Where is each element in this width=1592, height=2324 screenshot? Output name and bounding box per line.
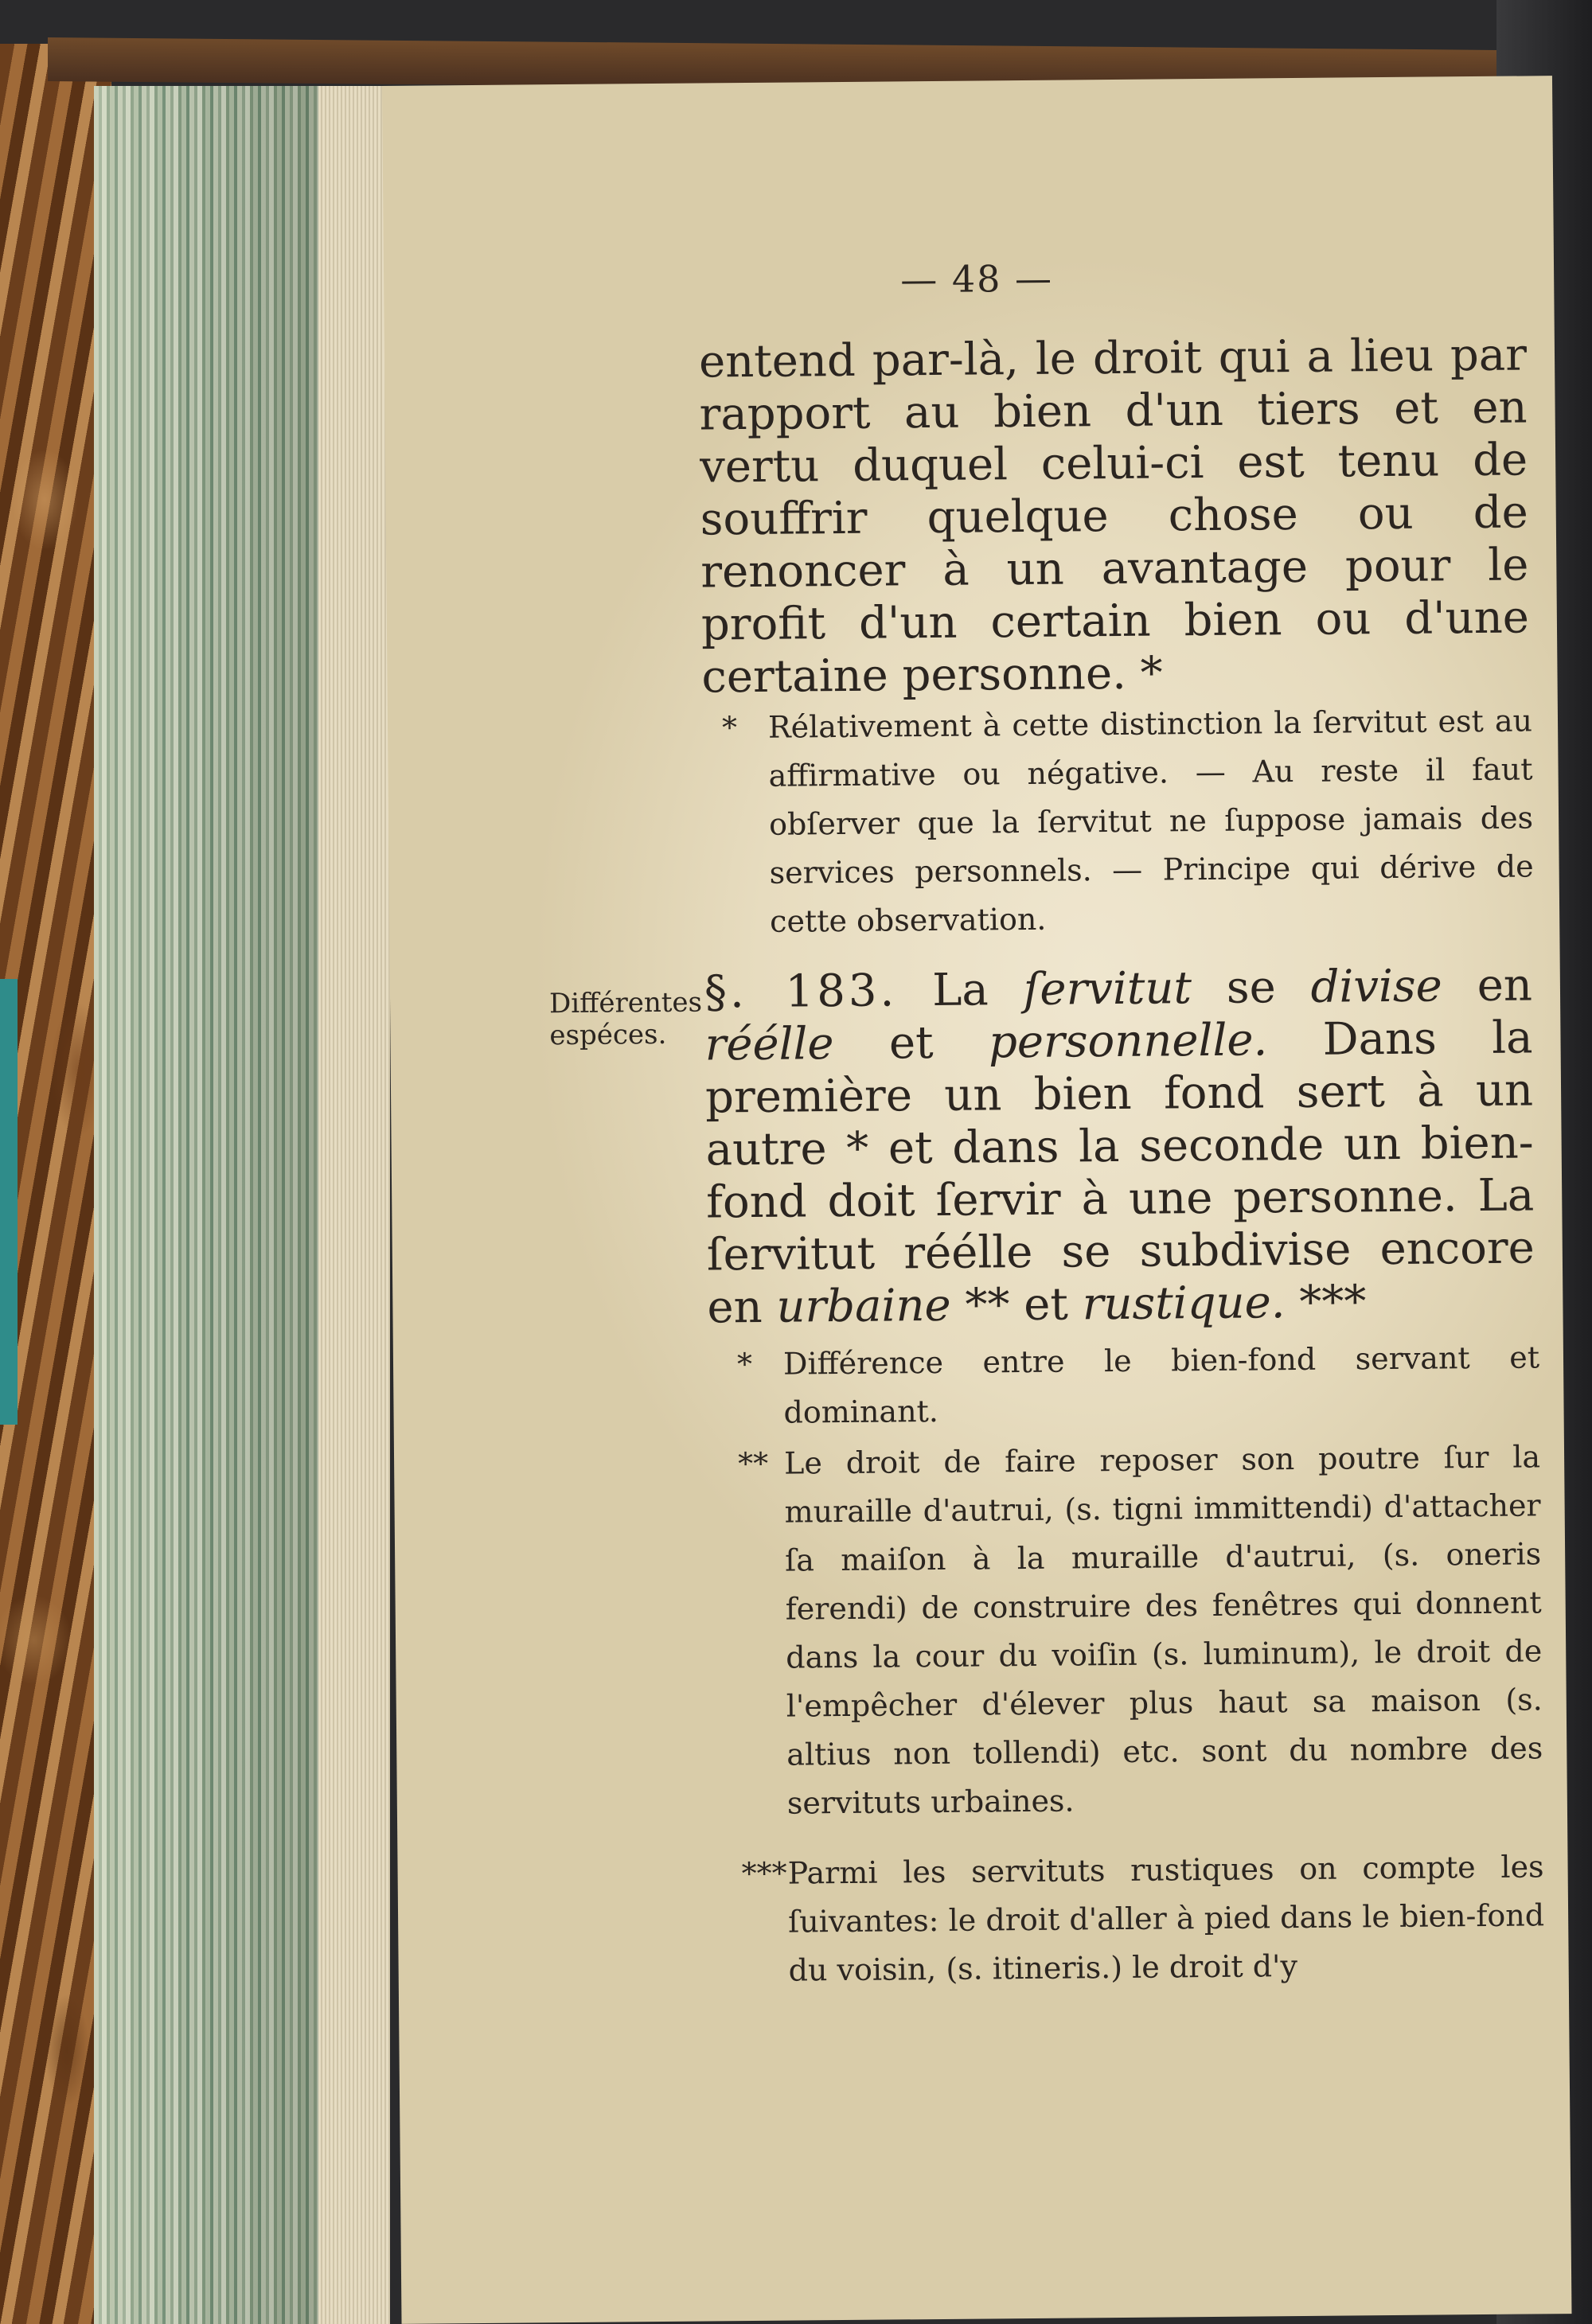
term-urbaine: urbaine bbox=[776, 1279, 951, 1333]
page-edges-shade bbox=[94, 86, 333, 2324]
footnote-marker: ** bbox=[737, 1445, 769, 1482]
margin-label: Différentes espéces. bbox=[548, 986, 703, 1052]
term-personnelle: personnelle. bbox=[988, 1014, 1268, 1069]
text-run: en bbox=[1477, 959, 1533, 1012]
page-number: — 48 — bbox=[900, 256, 1054, 302]
footnote-text: Le droit de faire reposer son poutre ſur la muraille d'autrui, (s. tigni immittendi) d'attacher ſa maiſon à la muraille d'autrui, (s. oneris ferendi) de construire des fenêtres qui donnent dans la cour du voiſin (s. luminum), le droit de l'empêcher d'élever plus haut sa maison (s. altius non tollendi) etc. sont du nombre des servituts urbaines. bbox=[783, 1439, 1543, 1821]
footnote-4 bbox=[741, 1842, 1545, 1995]
section-number: §. 183. bbox=[704, 965, 898, 1019]
book-page bbox=[382, 76, 1571, 2324]
term-rustique: rustique. bbox=[1082, 1277, 1286, 1331]
footnote-3 bbox=[737, 1433, 1543, 1827]
footnote-2 bbox=[736, 1333, 1540, 1437]
term-servitut: ſervitut bbox=[1023, 962, 1192, 1016]
footnote-marker: * bbox=[721, 710, 738, 746]
text-run: ** et bbox=[965, 1278, 1069, 1332]
text-run: La bbox=[931, 964, 989, 1017]
footnote-text: Différence entre le bien-fond servant et dominant. bbox=[782, 1339, 1540, 1430]
text-run: et bbox=[888, 1017, 934, 1070]
background-strip bbox=[0, 979, 18, 1425]
text-run: *** bbox=[1299, 1276, 1367, 1329]
term-divise: divise bbox=[1310, 960, 1443, 1013]
term-reelle: réélle bbox=[704, 1018, 834, 1071]
footnote-text: Rélativement à cette distinction la ſervitut est au affirmative ou négative. — Au reste il faut obſerver que la ſervitut ne ſuppose jamais des services personnels. — Principe qui dérive de cette observation. bbox=[767, 703, 1534, 939]
footnote-text: Parmi les servituts rustiques on compte les ſuivantes: le droit d'aller à pied dans le bien-fond du voisin, (s. itineris.) le droit d'y bbox=[787, 1849, 1545, 1988]
page-stack bbox=[318, 86, 390, 2324]
footnote-marker: *** bbox=[741, 1855, 787, 1892]
section-paragraph bbox=[704, 959, 1535, 1334]
text-run: se bbox=[1226, 961, 1276, 1014]
text-run: Dans la première un bien fond sert à un autre * et dans la seconde un bien-fond doit ſervir à une personne. La ſervitut réélle se subdivise encore en bbox=[704, 1012, 1535, 1334]
top-paragraph: entend par-là, le droit qui a lieu par rapport au bien d'un tiers et en vertu duquel celui-ci est tenu de souffrir quelque chose ou de renoncer à un avantage pour le profit d'un certain bien ou d'une certaine personne. * bbox=[698, 329, 1530, 704]
footnote-marker: * bbox=[736, 1347, 753, 1382]
footnote-1 bbox=[721, 696, 1535, 946]
